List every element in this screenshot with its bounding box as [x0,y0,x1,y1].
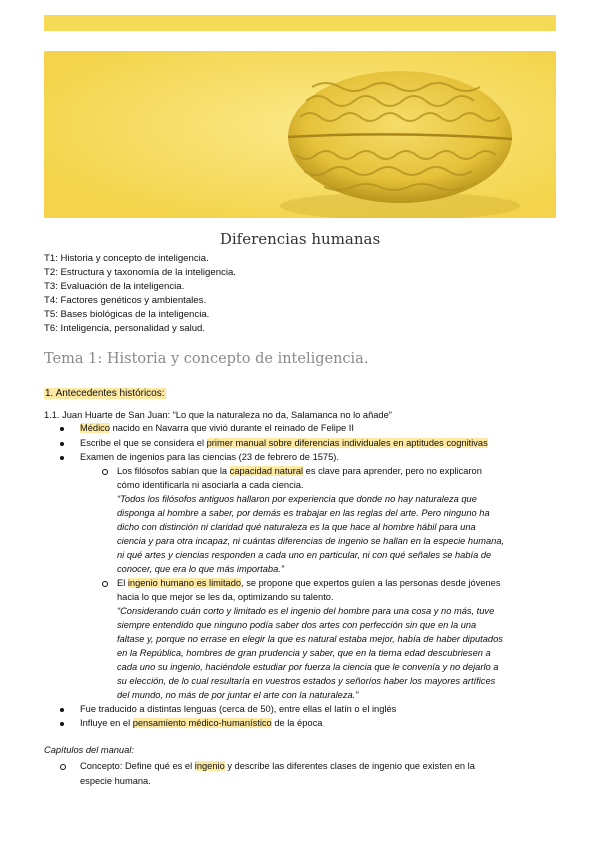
sub-bullet-text: , se propone que expertos guíen a las personas desde jóvenes [241,578,501,588]
sub-bullet-icon [60,764,66,770]
section-heading: 1. Antecedentes históricos: [45,388,165,399]
quote-line: conocer, que era lo que más importaba.” [117,564,284,574]
quote-line: ni qué artes y ciencias responden a cada uno en particular, ni con qué señales se había de [117,550,492,560]
bullet-text: Escribe el que se considera el [80,438,207,448]
quote-line: siempre entendido que ninguno podía saber dos artes con perfección sin que en la una [117,620,477,630]
sub-bullet-capacidad [117,465,482,477]
chapter-line: especie humana. [80,776,151,786]
sub-bullet-text: es clave para aprender, pero no explicaron [303,466,482,476]
chapter-concepto [80,760,475,772]
bullet-text: Influye en el [80,718,133,728]
toc-item-t4: T4: Factores genéticos y ambientales. [44,295,207,307]
bullet-icon [60,722,64,726]
sub-bullet-line: cómo identificarla ni asociarla a cada ciencia. [117,480,304,490]
chapters-label: Capítulos del manual: [44,745,134,755]
quote-line: faltase y, porque no errase en elegir la que es natural estaba mejor, había de haber diputados [117,634,503,644]
table-of-contents [44,252,236,337]
bullet-traducido: Fue traducido a distintas lenguas (cerca de 50), entre ellas el latín o el inglés [80,704,397,714]
quote-line: del mundo, no más de por juntar el arte con la naturaleza.” [117,690,359,700]
sub-bullet-icon [102,581,108,587]
quote-line: dicho con distinción ni claridad qué naturaleza es la que hace al hombre hábil para una [117,522,476,532]
sub-bullet-ingenio [117,577,501,589]
toc-item-t5: T5: Bases biológicas de la inteligencia. [44,309,210,321]
bullet-icon [60,427,64,431]
bullet-text: de la época [271,718,323,728]
highlight-primer-manual: primer manual sobre diferencias individuales en aptitudes cognitivas [206,438,488,448]
bullet-medico [80,422,354,434]
toc-item-t3: T3: Evaluación de la inteligencia. [44,281,185,293]
bullet-icon [60,442,64,446]
subsection-heading: 1.1. Juan Huarte de San Juan: “Lo que la naturaleza no da, Salamanca no lo añade” [44,410,392,420]
toc-item-t1: T1: Historia y concepto de inteligencia. [44,253,209,264]
chapter-text: Concepto: Define qué es el [80,761,195,771]
chapter-text: y describe las diferentes clases de ingenio que existen en la [224,761,475,771]
highlight-medico: Médico [80,423,110,433]
quote-line: “Considerando cuán corto y limitado es el ingenio del hombre para una cosa y no más, tuve [117,606,495,616]
sub-bullet-line: hacia lo que mejor se les da, optimizando su talento. [117,592,334,602]
quote-line: cada uno su ingenio, haciéndole estudiar por fuerza la ciencia que le convenía y no dejarlo a [117,662,499,672]
highlight-pensamiento: pensamiento médico-humanístico [132,718,272,728]
top-banner-bar [44,15,556,31]
document-title: Diferencias humanas [219,230,381,248]
hero-brain-image [44,51,556,218]
bullet-manual [80,437,488,449]
quote-line: ciencia y para otra incapaz, ni cuántas diferencias de ingenio se hallan en la especie humana, [117,536,505,546]
topic-heading: Tema 1: Historia y concepto de inteligencia. [44,351,369,367]
highlight-ingenio-limitado: ingenio humano es limitado [127,578,242,588]
bullet-influye [80,717,322,729]
quote-line: “Todos los filósofos antiguos hallaron por experiencia que donde no hay naturaleza que [117,494,477,504]
highlight-ingenio: ingenio [194,761,225,771]
quote-line: en la República, hombres de gran prudencia y saber, que en la tierna edad descubriesen a [117,648,491,658]
bullet-text: nacido en Navarra que vivió durante el reinado de Felipe II [109,423,354,433]
toc-item-t2: T2: Estructura y taxonomía de la inteligencia. [44,267,236,279]
bullet-icon [60,708,64,712]
bullet-examen: Examen de ingenios para las ciencias (23 de febrero de 1575). [80,452,339,462]
quote-line: disponga al hombre a saber, por demás es trabajar en las reglas del arte. Pero ninguno ha [117,508,490,518]
sub-bullet-icon [102,469,108,475]
toc-item-t6: T6: Inteligencia, personalidad y salud. [44,323,206,335]
brain-illustration [44,51,556,218]
sub-bullet-text: El [117,578,128,588]
highlight-capacidad-natural: capacidad natural [229,466,304,476]
sub-bullet-text: Los filósofos sabían que la [117,466,230,476]
bullet-icon [60,456,64,460]
quote-line: su elección, de lo cual resultaría en vuestros estados y señoríos haber los mayores artífices [117,676,496,686]
